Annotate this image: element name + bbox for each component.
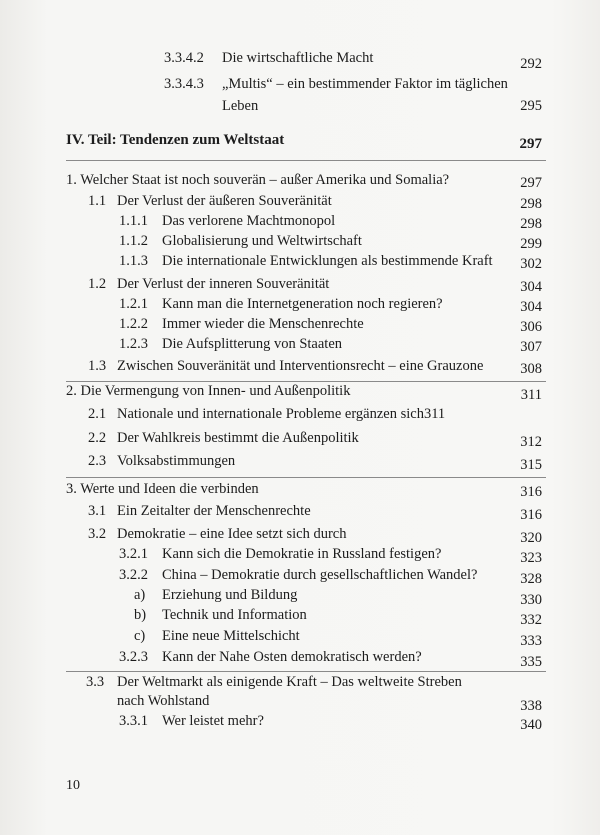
entry-page: 304 (520, 299, 542, 315)
entry-number: 1.1.3 (119, 253, 148, 269)
entry-page: 316 (520, 484, 542, 500)
entry-title: Eine neue Mittelschicht (162, 628, 300, 644)
entry-page: 333 (520, 633, 542, 649)
entry-page: 297 (520, 175, 542, 191)
entry-title: Nationale und internationale Probleme ergänzen sich311 (117, 406, 446, 422)
entry-number: 2.2 (88, 430, 107, 446)
divider (66, 671, 546, 672)
entry-number: 1.1.2 (119, 233, 148, 249)
entry-page: 335 (520, 654, 542, 670)
entry-page: 295 (520, 98, 542, 114)
entry-title: Die wirtschaftliche Macht (222, 50, 374, 66)
entry-page: 298 (520, 216, 542, 232)
entry-title: Zwischen Souveränität und Interventionsrecht – eine Grauzone (117, 358, 484, 374)
entry-page: 316 (520, 507, 542, 523)
entry-page: 311 (520, 387, 542, 403)
entry-number: c) (134, 628, 146, 644)
entry-title-continued: Leben (222, 98, 259, 114)
entry-page: 298 (520, 196, 542, 212)
entry-number: a) (134, 587, 146, 603)
entry-number: b) (134, 607, 147, 623)
entry-page: 292 (520, 56, 542, 72)
entry-page: 304 (520, 279, 542, 295)
entry-title: Das verlorene Machtmonopol (162, 213, 336, 229)
entry-page: 308 (520, 361, 542, 377)
entry-number: 1.1 (88, 193, 107, 209)
entry-number: 3.2.1 (119, 546, 148, 562)
entry-number: 1.3 (88, 358, 107, 374)
entry-number: 3.2.3 (119, 649, 148, 665)
entry-title: Der Verlust der äußeren Souveränität (117, 193, 332, 209)
entry-number: 1.2.1 (119, 296, 148, 312)
entry-number: 3.2.2 (119, 567, 148, 583)
entry-title: Erziehung und Bildung (162, 587, 298, 603)
entry-title: Der Verlust der inneren Souveränität (117, 276, 330, 292)
entry-title: Ein Zeitalter der Menschenrechte (117, 503, 311, 519)
divider (66, 160, 546, 161)
entry-title: Die Aufsplitterung von Staaten (162, 336, 343, 352)
divider (66, 477, 546, 478)
entry-number: 1.1.1 (119, 213, 148, 229)
entry-number: 3.3.1 (119, 713, 148, 729)
entry-title: Immer wieder die Menschenrechte (162, 316, 364, 332)
entry-number: 3.1 (88, 503, 107, 519)
entry-page: 312 (520, 434, 542, 450)
entry-title: China – Demokratie durch gesellschaftlichen Wandel? (162, 567, 478, 583)
page-number: 10 (66, 778, 80, 793)
entry-page: 338 (520, 698, 542, 714)
entry-page: 340 (520, 717, 542, 733)
entry-page: 315 (520, 457, 542, 473)
entry-title: 3. Werte und Ideen die verbinden (66, 481, 259, 497)
entry-page: 302 (520, 256, 542, 272)
entry-page: 323 (520, 550, 542, 566)
entry-page: 297 (519, 136, 542, 152)
entry-title: Volksabstimmungen (117, 453, 236, 469)
entry-title: Wer leistet mehr? (162, 713, 264, 729)
entry-number: 1.2 (88, 276, 107, 292)
part-title: IV. Teil: Tendenzen zum Weltstaat (66, 132, 285, 148)
entry-page: 328 (520, 571, 542, 587)
entry-page: 307 (520, 339, 542, 355)
entry-title: Technik und Information (162, 607, 307, 623)
entry-title: „Multis“ – ein bestimmender Faktor im täglichen (222, 76, 508, 92)
entry-title: Der Weltmarkt als einigende Kraft – Das weltweite Streben (117, 674, 462, 690)
entry-page: 330 (520, 592, 542, 608)
entry-number: 3.3.4.2 (164, 50, 204, 66)
entry-page: 306 (520, 319, 542, 335)
entry-title: Demokratie – eine Idee setzt sich durch (117, 526, 347, 542)
entry-title: Kann der Nahe Osten demokratisch werden? (162, 649, 422, 665)
entry-page: 299 (520, 236, 542, 252)
entry-page: 320 (520, 530, 542, 546)
entry-title: Kann sich die Demokratie in Russland festigen? (162, 546, 442, 562)
entry-title: 2. Die Vermengung von Innen- und Außenpolitik (66, 383, 351, 399)
entry-number: 2.3 (88, 453, 107, 469)
entry-number: 1.2.3 (119, 336, 148, 352)
entry-title: Die internationale Entwicklungen als bestimmende Kraft (162, 253, 493, 269)
entry-number: 2.1 (88, 406, 107, 422)
entry-number: 1.2.2 (119, 316, 148, 332)
entry-number: 3.3 (86, 674, 105, 690)
entry-number: 3.2 (88, 526, 107, 542)
entry-page: 332 (520, 612, 542, 628)
entry-title: Der Wahlkreis bestimmt die Außenpolitik (117, 430, 359, 446)
entry-number: 3.3.4.3 (164, 76, 204, 92)
entry-title-continued: nach Wohlstand (117, 693, 210, 709)
entry-title: Globalisierung und Weltwirtschaft (162, 233, 362, 249)
entry-title: 1. Welcher Staat ist noch souverän – außer Amerika und Somalia? (66, 172, 450, 188)
entry-title: Kann man die Internetgeneration noch regieren? (162, 296, 443, 312)
